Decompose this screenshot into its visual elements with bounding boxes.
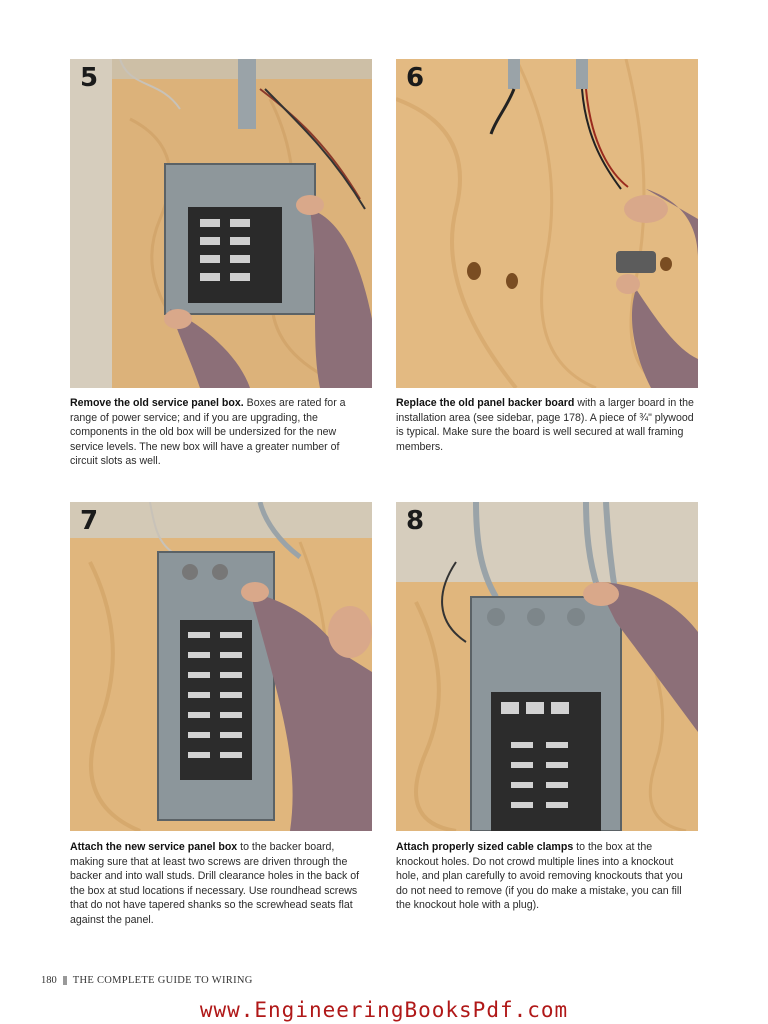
- old-panel-illustration: [70, 59, 372, 388]
- step-7-caption-body: to the backer board, making sure that at least two screws are driven through the backer and into wall studs. Drill clearance holes in the back of the box at stud locations if necessary. Use roundhead screws that do not have tapered shanks so the screwhead seats flat against the panel.: [70, 841, 360, 926]
- step-7-photo: [70, 502, 372, 831]
- step-6-caption-body: with a larger board in the installation area (see sidebar, page 178). A piece of ¾" plywood is typical. Make sure the board is well secured at wall framing members.: [396, 397, 694, 453]
- watermark-url: www.EngineeringBooksPdf.com: [199, 998, 569, 1022]
- step-8-caption: [396, 840, 696, 913]
- step-8-number: 8: [406, 506, 425, 536]
- step-8-photo: [396, 502, 698, 831]
- step-6-photo: [396, 59, 698, 388]
- step-7-number: 7: [80, 506, 99, 536]
- step-5-caption-body: Boxes are rated for a range of power service; and if you are upgrading, the components in the old box will be undersized for the new service levels. The new box will have a greater number of circuit slots as well.: [70, 397, 346, 468]
- page-number: 180: [41, 975, 57, 986]
- step-6-caption: [396, 396, 701, 454]
- step-5-number: 5: [80, 63, 99, 93]
- book-title: THE COMPLETE GUIDE TO WIRING: [72, 975, 253, 986]
- step-6-number: 6: [406, 63, 425, 93]
- new-panel-illustration: [70, 502, 372, 831]
- footer-divider: [63, 976, 67, 985]
- step-6-caption-heading: Replace the old panel backer board: [396, 397, 575, 409]
- page-footer: [41, 975, 253, 986]
- backer-board-illustration: [396, 59, 698, 388]
- step-5-photo: [70, 59, 372, 388]
- step-5-caption: [70, 396, 360, 469]
- step-7-caption-heading: Attach the new service panel box: [70, 841, 238, 853]
- step-5-caption-heading: Remove the old service panel box.: [70, 397, 244, 409]
- step-8-caption-heading: Attach properly sized cable clamps: [396, 841, 574, 853]
- step-7-caption: [70, 840, 370, 928]
- step-8-caption-body: to the box at the knockout holes. Do not crowd multiple lines into a knockout hole, and plan carefully to avoid removing knockouts that you do not need to remove (if you do make a mistake, you can fill the knockout hole with a plug).: [396, 841, 683, 912]
- cable-clamp-illustration: [396, 502, 698, 831]
